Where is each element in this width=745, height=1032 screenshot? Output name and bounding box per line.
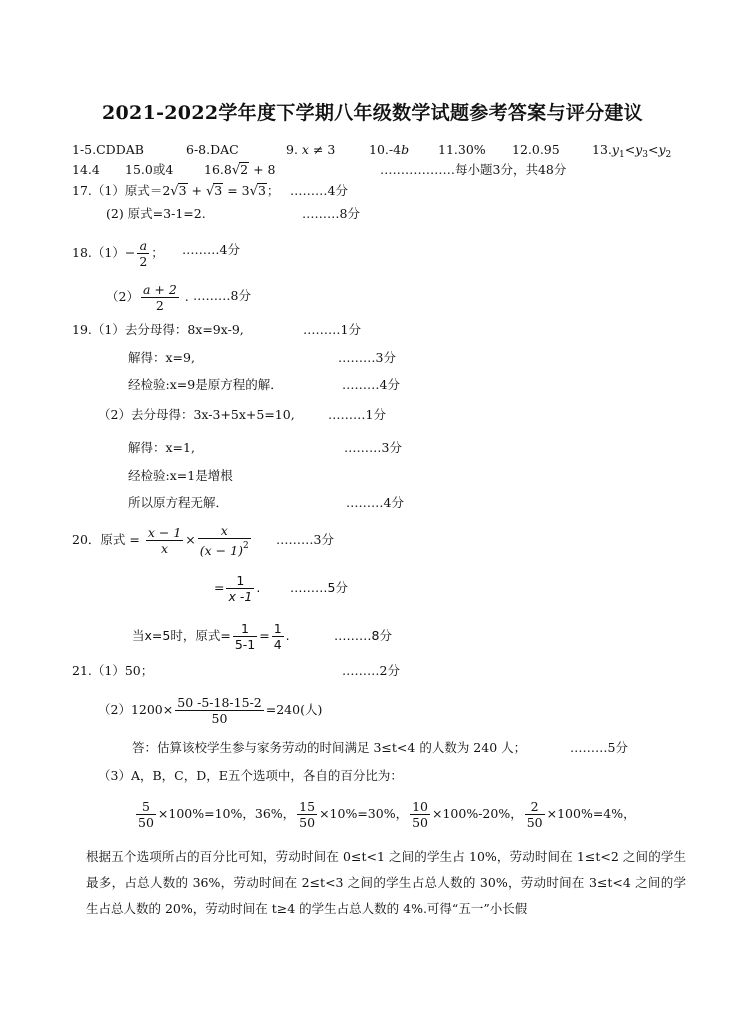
q19-score5: ………3分 (344, 440, 402, 455)
q21-percent-line: $\frac{5}{50}$ ×100%=10%，36%， $\frac{15}{50}$ ×10%=30%， $\frac{10}{50}$ ×100%-20%， $\frac{2}{50}$ ×100%=4%， (138, 799, 636, 830)
q19-score7: ………4分 (346, 495, 404, 510)
q19-line1: 19.（1）去分母得：8x=9x-9, (72, 322, 244, 337)
q21-line2: （2）1200× $\frac{50 -5-18-15-2}{50}$ =240(人) (98, 695, 323, 726)
q19-line6: 经检验:x=1是增根 (128, 468, 233, 483)
q21-score3: ………5分 (570, 740, 628, 755)
answer-10: 10.-4b (369, 142, 410, 157)
q17-score2: ………8分 (302, 206, 360, 221)
answer-1-5: 1-5.CDDAB (72, 142, 144, 157)
q21-conclusion-paragraph: 根据五个选项所占的百分比可知，劳动时间在 0≤t<1 之间的学生占 10%，劳动时间在 1≤t<2 之间的学生最多，占总人数的 36%，劳动时间在 2≤t<3 之间的学生占总人数的 30%，劳动时间在 3≤t<4 之间的学生占总人数的 20%，劳动时间在 t≥4 的学生占总人数的 4%.可得“五一”小长假 (86, 849, 686, 916)
q20-line1: 20．原式 = $\frac{x - 1}{x}$ × $\frac{x}{(x - 1)^2}$ (72, 523, 249, 558)
q19-line7: 所以原方程无解． (128, 495, 229, 510)
q20-score1: ………3分 (276, 532, 334, 547)
q18-score2: ………8分 (193, 288, 251, 303)
q19-line4: （2）去分母得：3x-3+5x+5=10, (98, 407, 295, 422)
q21-line3: 答：估算该校学生参与家务劳动的时间满足 3≤t<4 的人数为 240 人； (132, 740, 527, 755)
scoring-note: ………………每小题3分，共48分 (380, 162, 567, 177)
page-title: 2021-2022学年度下学期八年级数学试题参考答案与评分建议 (102, 102, 643, 124)
answer-12: 12.0.95 (512, 142, 560, 157)
q18-score1: ………4分 (182, 242, 240, 257)
q20-score2: ………5分 (290, 580, 348, 595)
answer-6-8: 6-8.DAC (186, 142, 239, 157)
q19-line2: 解得：x=9, (128, 350, 195, 365)
q21-score1: ………2分 (342, 663, 400, 678)
answer-16: 16.8√2 + 8 (204, 162, 276, 178)
q19-line5: 解得：x=1, (128, 440, 195, 455)
q19-score4: ………1分 (328, 407, 386, 422)
q19-score2: ………3分 (338, 350, 396, 365)
q18-part1: 18.（1）− $\frac{a}{2}$ ； (72, 238, 164, 269)
q17-part1: 17.（1）原式＝2√3 + √3 = 3√3； (72, 183, 280, 199)
q18-part2: （2） $\frac{a + 2}{2}$ . (106, 282, 189, 313)
q20-line3: 当x=5时，原式= $\frac{1}{5-1}$ = $\frac{1}{4}$ . (132, 621, 290, 652)
answer-13: $13.y_1<y_3<y_2$ (592, 142, 672, 160)
answer-11: 11.30% (438, 142, 486, 157)
q20-score3: ………8分 (334, 628, 392, 643)
q19-score1: ………1分 (303, 322, 361, 337)
q17-part2: (2) 原式=3-1=2. (106, 206, 206, 221)
q19-score3: ………4分 (342, 377, 400, 392)
q21-line1: 21.（1）50； (72, 663, 154, 678)
answer-9: 9. x ≠ 3 (286, 142, 336, 157)
q19-line3: 经检验:x=9是原方程的解． (128, 377, 283, 392)
answer-14: 14.4 (72, 162, 100, 177)
q21-line4: （3）A，B，C，D，E五个选项中，各自的百分比为： (98, 768, 403, 783)
answer-15: 15.0或4 (125, 162, 174, 177)
q17-score1: ………4分 (290, 183, 348, 198)
q20-line2: = $\frac{1}{x -1}$ . (214, 573, 261, 604)
